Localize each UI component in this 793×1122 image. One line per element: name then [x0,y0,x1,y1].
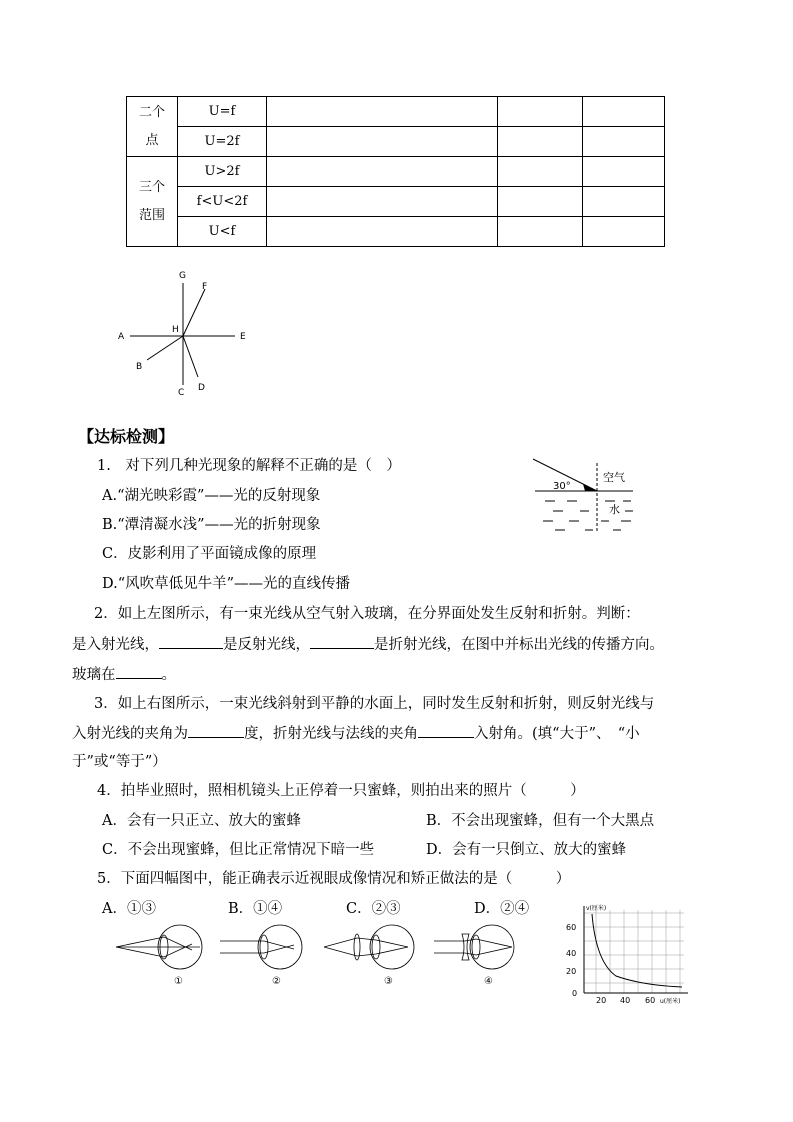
label-f: F [202,282,208,292]
q2-line1: 2．如上左图所示，有一束光线从空气射入玻璃，在分界面处发生反射和折射。判断： [94,606,640,622]
table-cell [498,97,583,127]
q5-stem: 5．下面四幅图中，能正确表示近视眼成像情况和矫正做法的是（ ） [97,871,571,887]
water-refraction-figure [525,455,640,535]
label-b: B [136,362,143,372]
table-cell [583,187,665,217]
xtick-40: 40 [620,996,631,1005]
angle-label: 30° [553,481,571,492]
table-cell [267,157,498,187]
row-label: U<f [178,217,267,247]
fig-label-2: ② [272,976,281,987]
row-label: U=2f [178,127,267,157]
blank-refracted[interactable] [310,634,374,649]
ytick-40: 40 [566,949,577,958]
q2-text-incident: 是入射光线， [72,637,159,653]
q1-option-a: A.“湖光映彩霞”——光的反射现象 [102,488,321,504]
v-u-curve [592,914,682,987]
table-cell [267,187,498,217]
q4-option-c: C．不会出现蜜蜂，但比正常情况下暗一些 [102,842,375,858]
eye-figure-4 [434,925,514,969]
table-cell [498,217,583,247]
row-label: U>2f [178,157,267,187]
graph-ylabel: v(厘米) [586,905,607,912]
ytick-60: 60 [566,923,577,932]
table-cell [267,217,498,247]
v-u-graph [556,902,696,1010]
fig-label-1: ① [174,976,183,987]
q4-option-d: D．会有一只倒立、放大的蜜蜂 [426,842,627,858]
q2-text-reflected: 是反射光线， [223,637,310,653]
table-cell [583,127,665,157]
table-cell [583,97,665,127]
table-cell [498,187,583,217]
q3-text-angle: 入射光线的夹角为 [72,726,188,742]
q2-text-glass: 玻璃在 [72,667,116,683]
table-cell [267,127,498,157]
table-cell [583,217,665,247]
lens-imaging-table [126,96,665,247]
eye-figure-2 [220,925,302,969]
q1-option-d: D.“风吹草低见牛羊”——光的直线传播 [102,576,351,592]
q2-line3 [72,664,176,685]
label-a: A [118,332,125,342]
q3-text-fill: 入射角。(填“大于”、 “小 [474,726,640,742]
row-label: U=f [178,97,267,127]
label-c: C [178,388,185,395]
label-g: G [179,271,186,281]
q5-option-a: A．①③ [102,901,156,917]
section-header: 【达标检测】 [78,427,175,446]
q3-line3: 于”或“等于”） [72,754,167,770]
ytick-0: 0 [572,989,578,998]
q5-option-c: C．②③ [346,901,401,917]
row-label: f<U<2f [178,187,267,217]
q1-option-c: C．皮影利用了平面镜成像的原理 [102,546,317,562]
q2-text-period: 。 [161,667,176,683]
table-cell [498,127,583,157]
group-three-ranges: 三个 范围 [127,157,178,247]
water-label: 水 [609,503,620,516]
q4-stem: 4．拍毕业照时，照相机镜头上正停着一只蜜蜂，则拍出来的照片（ ） [97,783,585,799]
xtick-60: 60 [645,996,656,1005]
q1-stem: 1. 对下列几种光现象的解释不正确的是（ ） [97,458,401,474]
q5-option-d: D．②④ [474,901,530,917]
eye-figures [112,922,532,992]
label-d: D [198,383,205,393]
q3-line2 [72,723,640,744]
fig-label-4: ④ [484,976,493,987]
air-label: 空气 [603,471,625,484]
group-two-points: 二个 点 [127,97,178,157]
q2-line2 [72,634,664,655]
q2-text-refracted: 是折射光线，在图中并标出光线的传播方向。 [374,637,664,653]
table-cell [583,157,665,187]
q3-text-refraction: 度，折射光线与法线的夹角 [244,726,418,742]
label-e: E [240,332,246,342]
graph-xlabel: u(厘米) [660,998,681,1005]
fig-label-3: ③ [384,976,393,987]
blank-glass-side[interactable] [116,664,162,679]
xtick-20: 20 [596,996,607,1005]
q3-line1: 3．如上右图所示，一束光线斜射到平静的水面上，同时发生反射和折射，则反射光线与 [94,696,655,712]
eye-figure-3 [324,925,414,969]
q5-option-b: B．①④ [228,901,283,917]
eye-figure-1 [116,925,202,969]
q4-option-a: A．会有一只正立、放大的蜜蜂 [102,813,301,829]
label-h: H [172,325,179,335]
table-cell [498,157,583,187]
q4-option-b: B．不会出现蜜蜂，但有一个大黑点 [426,813,655,829]
ytick-20: 20 [566,967,577,976]
blank-angle-degrees[interactable] [188,723,244,738]
q1-option-b: B.“潭清凝水浅”——光的折射现象 [102,517,321,533]
table-cell [267,97,498,127]
blank-reflected[interactable] [159,634,223,649]
refraction-diagram [110,265,260,395]
blank-compare[interactable] [418,723,474,738]
